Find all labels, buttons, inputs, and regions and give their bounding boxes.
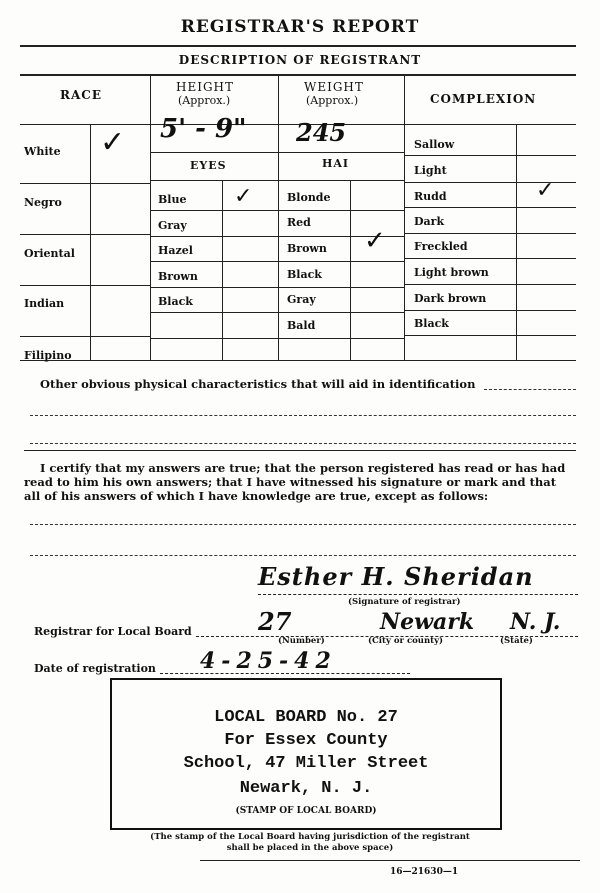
complexion-rudd: Rudd	[414, 190, 447, 203]
date-value: 4-25-42	[200, 648, 337, 674]
grid-line	[404, 155, 576, 156]
grid-line	[20, 234, 150, 235]
height-header: HEIGHT	[176, 80, 235, 94]
complexion-light: Light	[414, 164, 447, 177]
grid-line	[90, 125, 91, 360]
grid-line	[150, 261, 404, 262]
grid-line	[20, 285, 150, 286]
stamp-caption: (STAMP OF LOCAL BOARD)	[235, 806, 377, 816]
grid-line	[350, 180, 351, 360]
eyes-gray: Gray	[158, 219, 187, 232]
stamp-line-3: School, 47 Miller Street	[183, 754, 429, 773]
other-characteristics-label: Other obvious physical characteristics that will aid in identification	[40, 377, 476, 391]
grid-line	[404, 335, 576, 336]
certify-text-2: read to him his own answers; that I have witnessed his signature or mark and that	[24, 475, 557, 489]
grid-line	[150, 152, 404, 153]
hair-red: Red	[287, 216, 311, 229]
date-label: Date of registration	[34, 662, 156, 675]
form-number: 16—21630—1	[390, 867, 459, 877]
weight-approx: (Approx.)	[306, 94, 359, 107]
grid-line	[404, 284, 576, 285]
grid-line	[150, 287, 404, 288]
number-caption: (Number)	[278, 636, 325, 646]
certify-text-3: all of his answers of which I have knowledge are true, except as follows:	[24, 489, 489, 503]
grid-line	[150, 312, 404, 313]
eyes-blue: Blue	[158, 193, 187, 206]
characteristics-line	[484, 389, 576, 390]
footnote-line-2: shall be placed in the above space)	[226, 843, 394, 853]
complexion-header: COMPLEXION	[430, 92, 537, 106]
hair-header: HAI	[322, 157, 350, 170]
grid-line	[404, 258, 576, 259]
hair-brown: Brown	[287, 242, 327, 255]
grid-line	[20, 360, 576, 361]
characteristics-line	[30, 415, 576, 416]
stamp-line-1: LOCAL BOARD No. 27	[214, 708, 398, 727]
race-header: RACE	[60, 88, 102, 102]
complexion-freckled: Freckled	[414, 240, 468, 253]
signature-line	[258, 594, 578, 595]
stamp-line-4: Newark, N. J.	[239, 779, 373, 798]
grid-line	[404, 74, 405, 360]
eyes-hazel: Hazel	[158, 244, 193, 257]
weight-value: 245	[296, 118, 347, 147]
race-oriental: Oriental	[24, 247, 75, 260]
footer-rule	[200, 860, 580, 861]
exceptions-line	[30, 555, 576, 556]
hair-gray: Gray	[287, 293, 316, 306]
grid-line	[150, 210, 404, 211]
exceptions-line	[30, 524, 576, 525]
report-title: REGISTRAR'S REPORT	[180, 17, 420, 37]
eyes-black: Black	[158, 295, 193, 308]
height-approx: (Approx.)	[178, 94, 231, 107]
race-negro: Negro	[24, 196, 62, 209]
registrar-signature: Esther H. Sheridan	[258, 562, 534, 591]
eyes-header: EYES	[190, 159, 227, 172]
complexion-black: Black	[414, 317, 449, 330]
signature-caption: (Signature of registrar)	[348, 597, 461, 607]
footnote-line-1: (The stamp of the Local Board having jurisdiction of the registrant	[150, 832, 470, 842]
grid-line	[404, 310, 576, 311]
description-heading: DESCRIPTION OF REGISTRANT	[178, 53, 422, 67]
stamp-line-2: For Essex County	[224, 731, 388, 750]
top-rule	[20, 45, 576, 47]
white-check-mark: ✓	[100, 125, 126, 160]
section-rule	[24, 450, 576, 451]
certify-text-1: I certify that my answers are true; that the person registered has read or has had	[40, 461, 566, 475]
grid-line	[222, 180, 223, 360]
race-white: White	[24, 145, 61, 158]
race-filipino: Filipino	[24, 349, 72, 362]
city-caption: (City or county)	[368, 636, 444, 646]
grid-line	[404, 207, 576, 208]
complexion-dark-brown: Dark brown	[414, 292, 487, 305]
rudd-complexion-check-mark: ✓	[536, 178, 555, 203]
grid-line	[20, 336, 150, 337]
grid-line	[404, 233, 576, 234]
state-caption: (State)	[500, 636, 533, 646]
weight-header: WEIGHT	[304, 80, 364, 94]
eyes-brown: Brown	[158, 270, 198, 283]
grid-line	[150, 180, 404, 181]
race-indian: Indian	[24, 297, 65, 310]
grid-line	[278, 74, 279, 360]
grid-line	[150, 74, 151, 360]
board-city: Newark	[380, 609, 475, 635]
hair-bald: Bald	[287, 319, 316, 332]
brown-hair-check-mark: ✓	[364, 226, 386, 256]
complexion-sallow: Sallow	[414, 138, 455, 151]
characteristics-line	[30, 443, 576, 444]
complexion-light-brown: Light brown	[414, 266, 489, 279]
grid-line	[516, 125, 517, 360]
blue-eyes-check-mark: ✓	[234, 184, 253, 209]
height-value: 5' - 9"	[160, 114, 247, 144]
complexion-dark: Dark	[414, 215, 445, 228]
hair-black: Black	[287, 268, 322, 281]
board-state: N. J.	[510, 609, 561, 635]
grid-line	[150, 338, 404, 339]
board-number: 27	[258, 607, 292, 636]
hair-blonde: Blonde	[287, 191, 331, 204]
registrar-label: Registrar for Local Board	[34, 625, 192, 638]
heading-rule	[20, 74, 576, 76]
grid-line	[20, 183, 150, 184]
